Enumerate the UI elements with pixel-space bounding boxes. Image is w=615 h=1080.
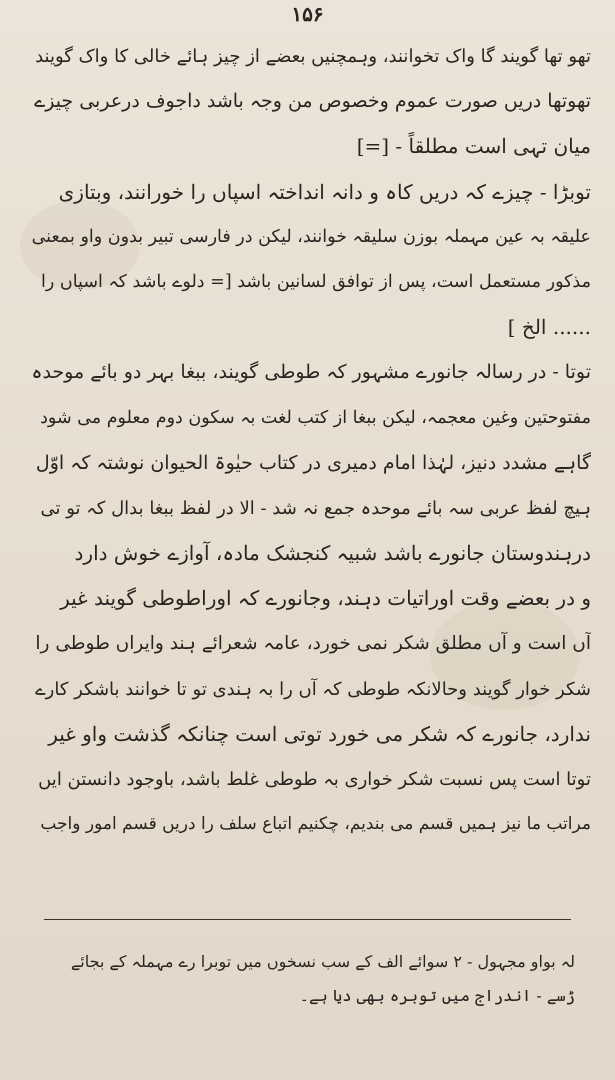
text-line: ...... الخ ] xyxy=(507,315,591,340)
text-line: گاہے مشدد دنیز، لہٰذا امام دمیری در کتاب حیٰوۃ الحیوان نوشتہ کہ اوّل xyxy=(35,451,591,474)
text-line: ندارد، جانورے کہ شکر می خورد توتی است چنانکہ گذشت واو غیر xyxy=(48,721,591,746)
text-line: مذکور مستعمل است، پس از توافق لسانین باشد [= دلوے باشد کہ اسپاں را xyxy=(40,271,591,292)
footnotes xyxy=(44,945,575,1013)
text-line: شکر خوار گویند وحالانکہ طوطی کہ آں را بہ ہندی تو تا خوانند باشکر کارے xyxy=(35,678,591,700)
footnote-line: لہ بواو مجہول - ۲ سوائے الف کے سب نسخوں میں توبرا رے مہملہ کے بجائے xyxy=(70,952,575,971)
footnote-divider xyxy=(44,919,571,920)
text-line: تھو تھا گویند گا واک تخوانند، وہمچنیں بعضے از چیز ہائے خالی کا واک گویند xyxy=(35,46,591,67)
text-line: و در بعضے وقت اوراتیات دہند، وجانورے کہ اوراطوطی گویند غیر xyxy=(60,586,591,611)
text-line: مراتب ما نیز ہمیں قسم می بندیم، چکنیم اتباع سلف را دریں قسم امور واجب xyxy=(40,814,591,835)
text-line: درہندوستان جانورے باشد شبیہ کنجشک مادہ، آوازے خوش دارد xyxy=(74,541,591,566)
page-number: ۱۵۶ xyxy=(291,2,324,26)
text-line: مفتوحتین وغین معجمہ، لیکن ببغا از کتب لغت بہ سکون دوم معلوم می شود xyxy=(40,407,591,428)
text-line: توتا است پس نسبت شکر خواری بہ طوطی غلط باشد، باوجود دانستن ایں xyxy=(38,769,591,790)
text-line: توتا - در رسالہ جانورے مشہور کہ طوطی گویند، ببغا بہر دو بائے موحدہ xyxy=(31,361,591,384)
text-line: میان تہی است مطلقاً - [=] xyxy=(356,134,591,159)
text-line: علیقہ بہ عین مہملہ بوزن سلیقہ خوانند، لیکن در فارسی تبیر بدون واو بمعنی xyxy=(31,226,591,247)
footnote-line: ڑسے - اندراج میں توبرہ بھی دیا ہے۔ xyxy=(299,986,575,1005)
text-line: توبڑا - چیزے کہ دریں کاہ و دانہ انداختہ اسپاں را خورانند، وبتازی xyxy=(58,179,591,204)
body-text xyxy=(30,34,591,847)
text-line: تھوتھا دریں صورت عموم وخصوص من وجہ باشد داجوف درعربی چیزے xyxy=(34,90,591,113)
text-line: ہیچ لفظ عربی سہ بائے موحدہ جمع نہ شد - الا در لفظ ببغا بدال کہ تو تی xyxy=(40,497,591,519)
text-line: آں است و آں مطلق شکر نمی خورد، عامہ شعرائے ہند وایراں طوطی را xyxy=(35,633,591,655)
